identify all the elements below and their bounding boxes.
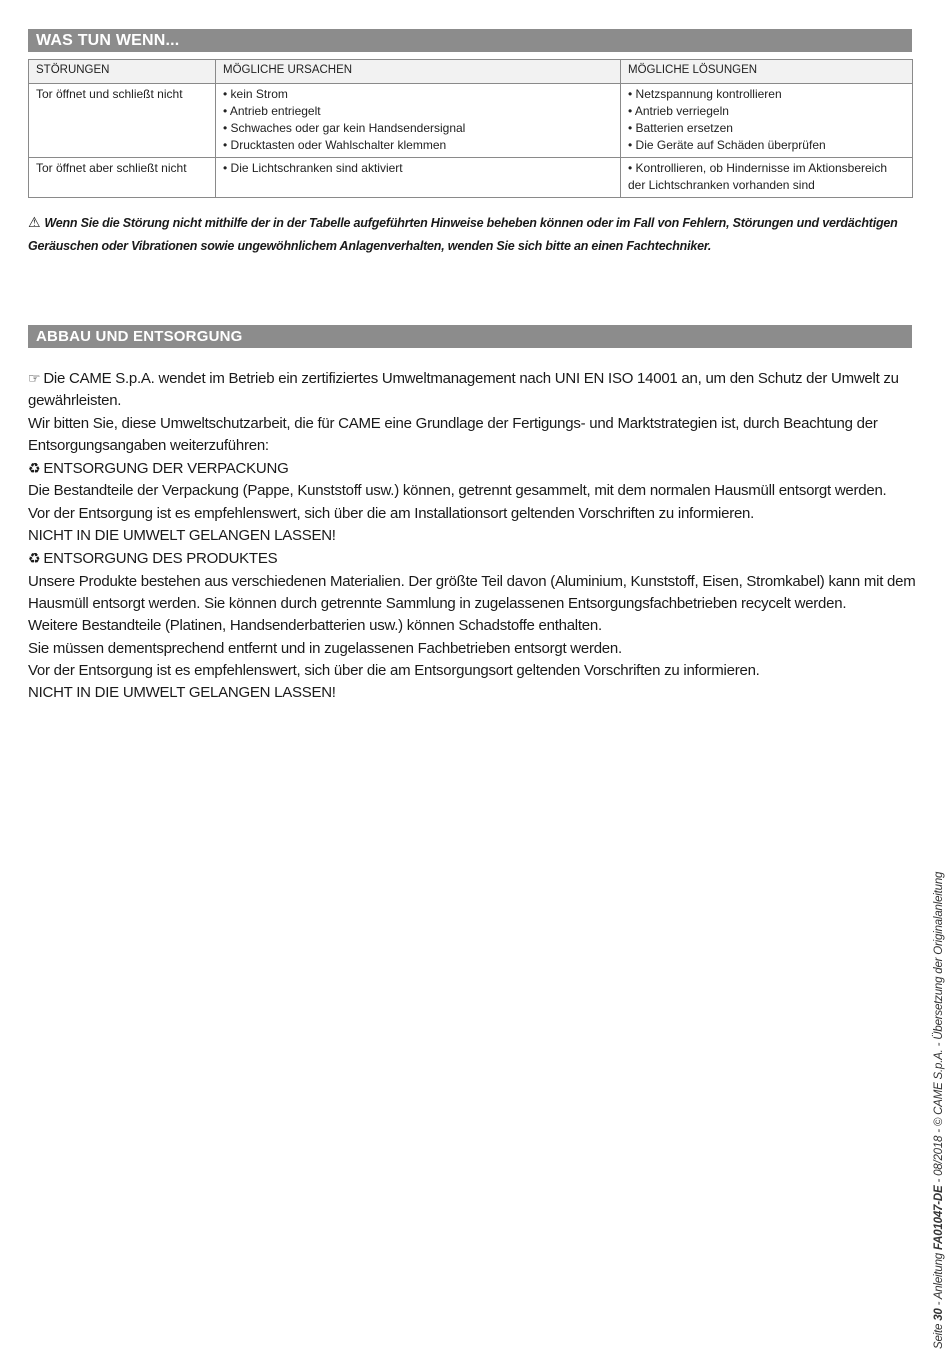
solution-item: • Kontrollieren, ob Hindernisse im Aktionsbereich <box>628 161 887 175</box>
recycle-icon: ♻ <box>28 550 41 567</box>
warning-text: Wenn Sie die Störung nicht mithilfe der in der Tabelle aufgeführten Hinweise beheben können oder im Fall von Fehlern, Störungen und verdächtigen Geräuschen oder Vibrationen sowie ungewöhnlichem Anlagenverhalten, wenden Sie sich bitte an einen Fachtechniker. <box>28 216 898 253</box>
warning-note <box>28 211 918 258</box>
troubleshooting-table <box>28 59 913 198</box>
section-title-disposal: ABBAU UND ENTSORGUNG <box>28 325 912 348</box>
product-text: Vor der Entsorgung ist es empfehlenswert, sich über die am Entsorgungsort geltenden Vorschriften zu informieren. <box>28 661 760 679</box>
column-header-causes: MÖGLICHE URSACHEN <box>216 60 621 84</box>
product-text: Unsere Produkte bestehen aus verschiedenen Materialien. Der größte Teil davon (Aluminium, Kunststoff, Eisen, Stromkabel) kann mit dem Hausmüll entsorgt werden. Sie können durch getrennte Sammlung in zugelassenen Entsorgungsfachbetrieben recycelt werden. <box>28 572 916 612</box>
product-heading-text: ENTSORGUNG DES PRODUKTES <box>43 550 278 568</box>
packaging-text: Die Bestandteile der Verpackung (Pappe, Kunststoff usw.) können, getrennt gesammelt, mit dem normalen Hausmüll entsorgt werden. <box>28 482 887 500</box>
solution-item: • Die Geräte auf Schäden überprüfen <box>628 138 826 152</box>
cause-item: • Antrieb entriegelt <box>223 104 321 118</box>
section-title-troubleshooting: WAS TUN WENN... <box>28 29 912 52</box>
table-row <box>29 84 913 158</box>
problem-cell: Tor öffnet und schließt nicht <box>29 84 216 158</box>
cause-item: • Die Lichtschranken sind aktiviert <box>223 161 403 175</box>
cause-item: • Schwaches oder gar kein Handsendersignal <box>223 121 466 135</box>
product-heading <box>28 547 923 570</box>
page-label: Seite <box>933 1323 945 1349</box>
intro-paragraph <box>28 367 923 413</box>
column-header-solutions: MÖGLICHE LÖSUNGEN <box>621 60 913 84</box>
causes-cell <box>216 84 621 158</box>
packaging-heading <box>28 457 923 480</box>
problem-cell: Tor öffnet aber schließt nicht <box>29 158 216 198</box>
cause-item: • kein Strom <box>223 87 288 101</box>
product-notice: NICHT IN DIE UMWELT GELANGEN LASSEN! <box>28 684 336 702</box>
table-header-row <box>29 60 913 84</box>
warning-triangle-icon: ⚠ <box>28 214 41 230</box>
solutions-cell <box>621 158 913 198</box>
page-number: 30 <box>933 1308 945 1321</box>
footer-copyright: - 08/2018 - © CAME S.p.A. - Übersetzung der Originalanleitung <box>933 871 945 1186</box>
solution-item: • Netzspannung kontrollieren <box>628 87 782 101</box>
packaging-text: Vor der Entsorgung ist es empfehlenswert, sich über die am Installationsort geltenden Vorschriften zu informieren. <box>28 504 755 522</box>
product-text: Weitere Bestandteile (Platinen, Handsenderbatterien usw.) können Schadstoffe enthalten. <box>28 617 602 635</box>
pointing-hand-icon: ☞ <box>28 370 41 386</box>
table-row <box>29 158 913 198</box>
solution-item: der Lichtschranken vorhanden sind <box>628 178 815 192</box>
document-code: FA01047-DE <box>933 1185 945 1251</box>
disposal-body <box>28 367 923 704</box>
packaging-notice: NICHT IN DIE UMWELT GELANGEN LASSEN! <box>28 527 336 545</box>
packaging-heading-text: ENTSORGUNG DER VERPACKUNG <box>43 460 289 478</box>
intro-text: Die CAME S.p.A. wendet im Betrieb ein zertifiziertes Umweltmanagement nach UNI EN ISO 14001 an, um den Schutz der Umwelt zu gewährleisten. <box>28 370 899 410</box>
recycle-icon: ♻ <box>28 460 41 477</box>
solution-item: • Batterien ersetzen <box>628 121 733 135</box>
cause-item: • Drucktasten oder Wahlschalter klemmen <box>223 138 447 152</box>
page-footer <box>933 872 945 1349</box>
column-header-problems: STÖRUNGEN <box>29 60 216 84</box>
solution-item: • Antrieb verriegeln <box>628 104 729 118</box>
product-text: Sie müssen dementsprechend entfernt und in zugelassenen Fachbetrieben entsorgt werden. <box>28 639 622 657</box>
causes-cell <box>216 158 621 198</box>
footer-separator: - Anleitung <box>933 1250 945 1309</box>
intro-paragraph-2: Wir bitten Sie, diese Umweltschutzarbeit, die für CAME eine Grundlage der Fertigungs- und Marktstrategien ist, durch Beachtung der Entsorgungsangaben weiterzuführen: <box>28 414 878 454</box>
solutions-cell <box>621 84 913 158</box>
